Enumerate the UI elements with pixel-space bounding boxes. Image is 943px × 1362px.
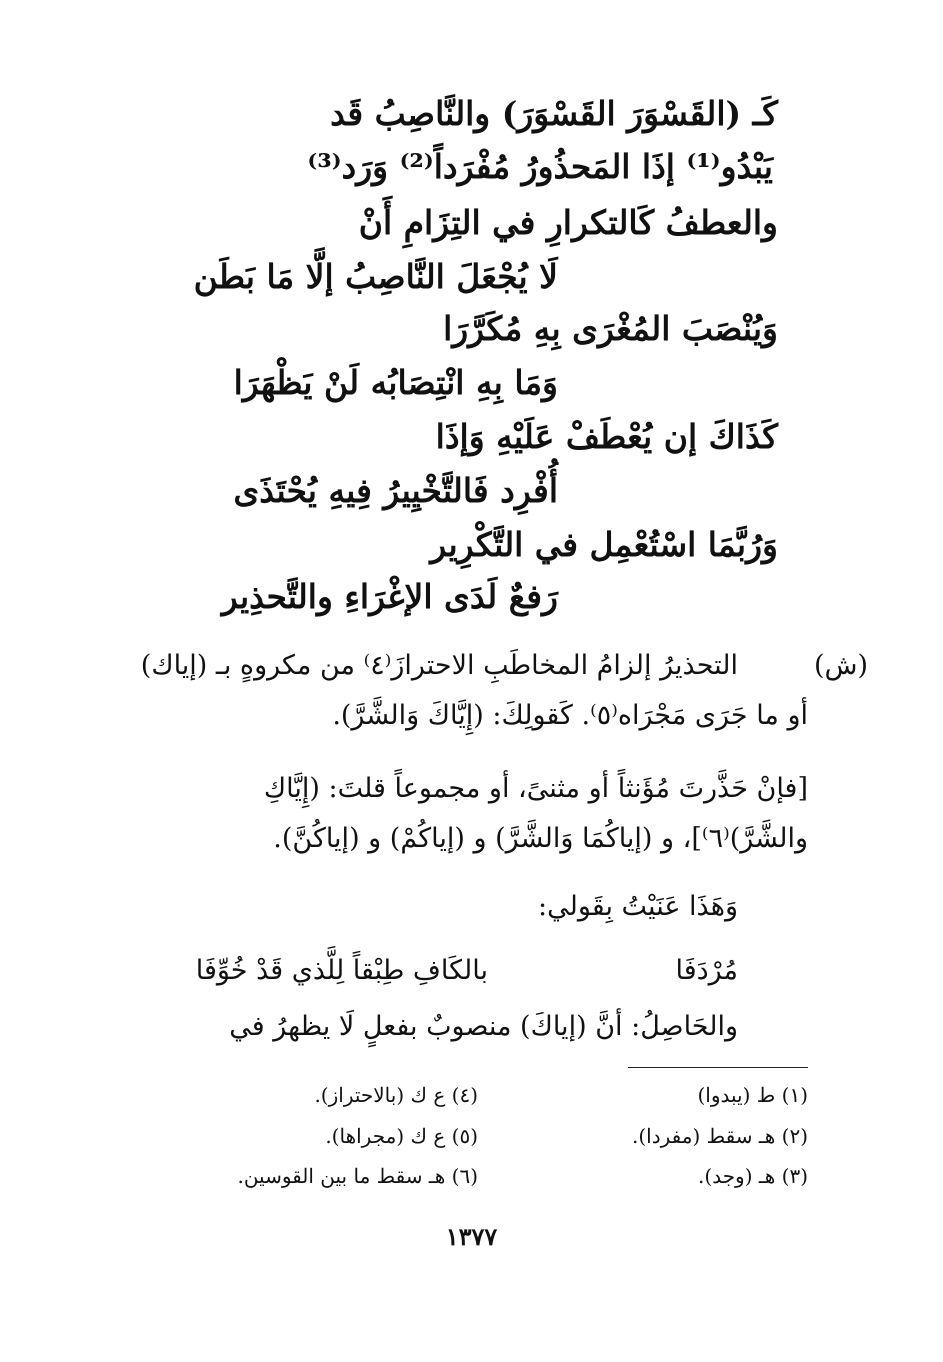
footnote: (٣) هـ (وجد). <box>698 1164 808 1188</box>
verse-line: وَرُبَّمَا اسْتُعْمِل في التَّكْرِير <box>430 525 778 564</box>
footnote: (٤) ع ك (بالاحتراز). <box>314 1083 478 1107</box>
footnote: (٢) هـ سقط (مفردا). <box>632 1124 808 1148</box>
page-number: ١٣٧٧ <box>445 1222 498 1251</box>
commentary-line: أو ما جَرَى مَجْرَاه⁽٥⁾. كَقولِكَ: (إِيَّاكَ وَالشَّرَّ). <box>332 700 808 731</box>
commentary-line: والحَاصِلُ: أنَّ (إياكَ) منصوبٌ بفعلٍ لَا يظهرُ في <box>229 1011 738 1042</box>
footnote: (١) ط (يبدوا) <box>697 1083 808 1107</box>
verse-line: أُفْرِد فَالتَّخْيِيرُ فِيهِ يُحْتَذَى <box>233 471 558 510</box>
verse-line: لَا يُجْعَلَ النَّاصِبُ إلَّا مَا بَطَن <box>193 257 558 296</box>
verse-line: وَمَا بِهِ انْتِصَابُه لَنْ يَظْهَرَا <box>233 363 558 402</box>
footnote: (٥) ع ك (مجراها). <box>325 1124 478 1148</box>
verse-line: يَبْدُو⁽¹⁾ إذَا المَحذُورُ مُفْرَداً⁽²⁾ وَرَد⁽³⁾ <box>307 147 773 186</box>
commentary-line: والشَّرَّ)⁽٦⁾]، و (إياكُمَا وَالشَّرَّ) و (إياكُمْ) و (إياكُنَّ). <box>273 823 808 854</box>
commentary-line: التحذيرُ إلزامُ المخاطَبِ الاحترازَ⁽٤⁾ من مكروهٍ بـ (إياك) <box>140 650 738 681</box>
verse-line: وَيُنْصَبَ المُغْرَى بِهِ مُكَرَّرَا <box>443 309 778 348</box>
quoted-verse-right: مُرْدَفَا <box>675 955 738 986</box>
footnote-divider <box>628 1067 808 1068</box>
verse-line: والعطفُ كَالتكرارِ في التِزَامِ أَنْ <box>358 203 778 242</box>
quoted-verse-left: بالكَافِ طِبْقاً لِلَّذي قَدْ خُوِّفَا <box>195 955 488 986</box>
verse-line: رَفعٌ لَدَى الإغْرَاءِ والتَّحذِير <box>221 577 558 616</box>
verse-line: كَذَاكَ إن يُعْطَفْ عَلَيْهِ وَإذَا <box>435 417 778 456</box>
verse-line: كَـ (القَسْوَرَ القَسْوَرَ) والنَّاصِبُ قَد <box>330 94 778 133</box>
commentary-line: [فإنْ حَذَّرتَ مُؤَنثاً أو مثنىً، أو مجموعاً قلتَ: (إِيَّاكِ <box>263 773 808 804</box>
footnote: (٦) هـ سقط ما بين القوسين. <box>237 1164 478 1188</box>
commentary-marker: (ش) <box>813 650 868 681</box>
commentary-line: وَهَذَا عَنَيْتُ بِقَولي: <box>538 891 738 922</box>
